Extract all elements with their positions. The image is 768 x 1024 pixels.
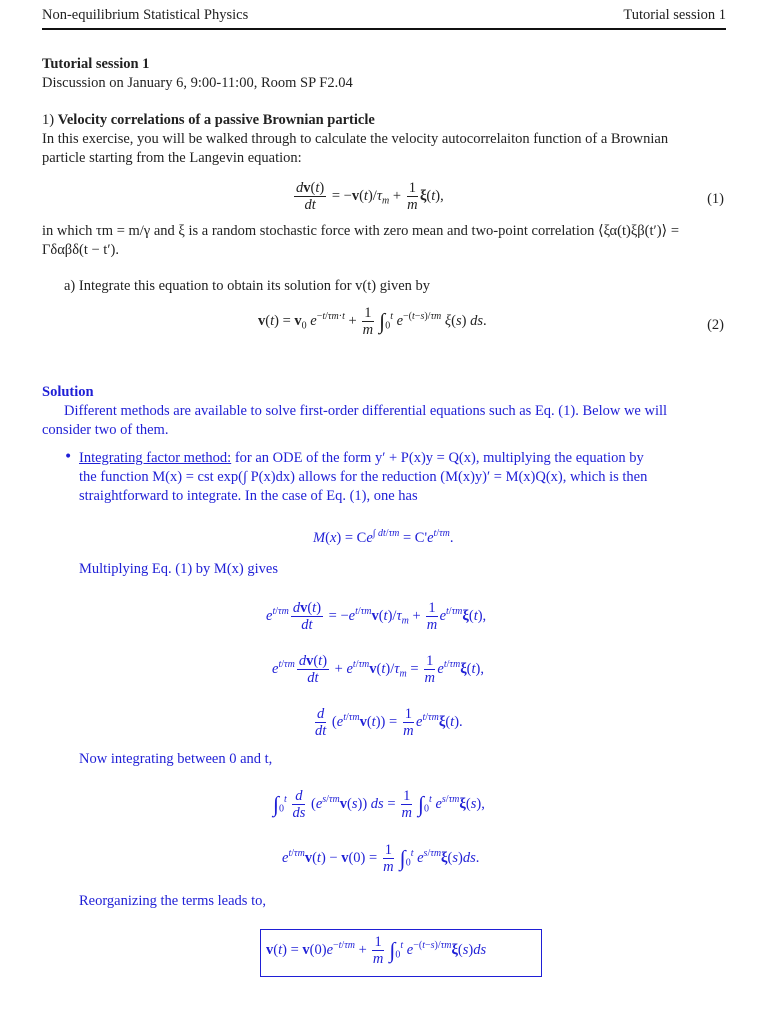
equation-1-number: (1) (707, 191, 724, 207)
equation-2-number: (2) (707, 317, 724, 333)
integral-equation-2: $e^{t/\tau m}v(t) - v(0)$ = $\frac{1}{m}$ $\int_0^t$ $e^{s/\tau m}\xi(s)ds$. (282, 842, 480, 875)
definition-line-1: in which τm = m/γ and ξ is a random stochastic force with zero mean and two-point correlation ⟨ξα(t)ξβ(t′)⟩ = (42, 223, 679, 239)
intro-line-2: particle starting from the Langevin equation: (42, 150, 302, 166)
solution-heading: Solution (42, 384, 94, 400)
header-session: Tutorial session 1 (623, 7, 726, 23)
bullet-line-1 (79, 449, 644, 468)
solution-para-line-2: consider two of them. (42, 422, 169, 438)
exercise-number: 1) (42, 112, 55, 128)
exercise-heading (42, 111, 375, 130)
multiplying-text: Multiplying Eq. (1) by M(x) gives (79, 561, 278, 577)
header-course-title: Non-equilibrium Statistical Physics (42, 7, 249, 23)
equation-1: $\frac{dv(t)}{dt}$ = $-v(t)/\tau_m$ + $\frac{1}{m}$ ξ(t), (296, 180, 444, 213)
page-header (42, 6, 726, 30)
session-title: Tutorial session 1 (42, 56, 150, 72)
method-label: Integrating factor method: (79, 450, 232, 466)
intro-line-1: In this exercise, you will be walked through to calculate the velocity autocorrelaiton function of a Brownian (42, 131, 669, 147)
definition-line-2: Γδαβδ(t − t′). (42, 242, 119, 258)
bullet-line-2: the function M(x) = cst exp(∫ P(x)dx) allows for the reduction (M(x)y)′ = M(x)Q(x), which is then (79, 469, 648, 485)
discussion-info: Discussion on January 6, 9:00-11:00, Room SP F2.04 (42, 75, 353, 91)
integrating-factor-equation: $M(x) = Ce^{\int dt/\tau m} = C'e^{t/\tau m}$. (313, 528, 454, 546)
bullet-line-1-text: for an ODE of the form y′ + P(x)y = Q(x), multiplying the equation by (231, 450, 644, 466)
bullet-line-3: straightforward to integrate. In the case of Eq. (1), one has (79, 488, 418, 504)
equation-2: $v(t) = v_0$ $e^{-t/\tau m\cdot t}$ + $\frac{1}{m}$ $\int_0^t$ $e^{-(t-s)/\tau m}$ ξ(s) ds. (258, 305, 487, 338)
exercise-title: Velocity correlations of a passive Brownian particle (57, 112, 375, 128)
reorganizing-text: Reorganizing the terms leads to, (79, 893, 266, 909)
solution-para-line-1: Different methods are available to solve first-order differential equations such as Eq. (1). Below we will (64, 403, 668, 419)
step-equation-1: $e^{t/\tau m}$ $\frac{dv(t)}{dt}$ = $-e^{t/\tau m}v(t)/\tau_m$ + $\frac{1}{m}$ $e^{t/\tau m}\xi(t)$, (266, 600, 487, 633)
step-equation-2: $e^{t/\tau m}$ $\frac{dv(t)}{dt}$ + $e^{t/\tau m}v(t)/\tau_m$ = $\frac{1}{m}$ $e^{t/\tau m}\xi(t)$, (272, 653, 485, 686)
integral-equation-1: $\int_0^t$ $\frac{d}{ds}$ $(e^{s/\tau m}v(s))$ ds = $\frac{1}{m}$ $\int_0^t$ $e^{s/\tau m}\xi(s)$, (273, 788, 485, 821)
final-result-equation: $v(t) = v(0)e^{-t/\tau m}$ + $\frac{1}{m}$ $\int_0^t$ $e^{-(t-s)/\tau m}\xi(s)ds$ (266, 934, 487, 967)
integrating-text: Now integrating between 0 and t, (79, 751, 273, 767)
part-a-prompt: a) Integrate this equation to obtain its solution for v(t) given by (64, 278, 431, 294)
step-equation-3: $\frac{d}{dt}$ $(e^{t/\tau m}v(t))$ = $\frac{1}{m}$ $e^{t/\tau m}\xi(t)$. (315, 706, 463, 739)
bullet-marker: • (64, 449, 73, 465)
